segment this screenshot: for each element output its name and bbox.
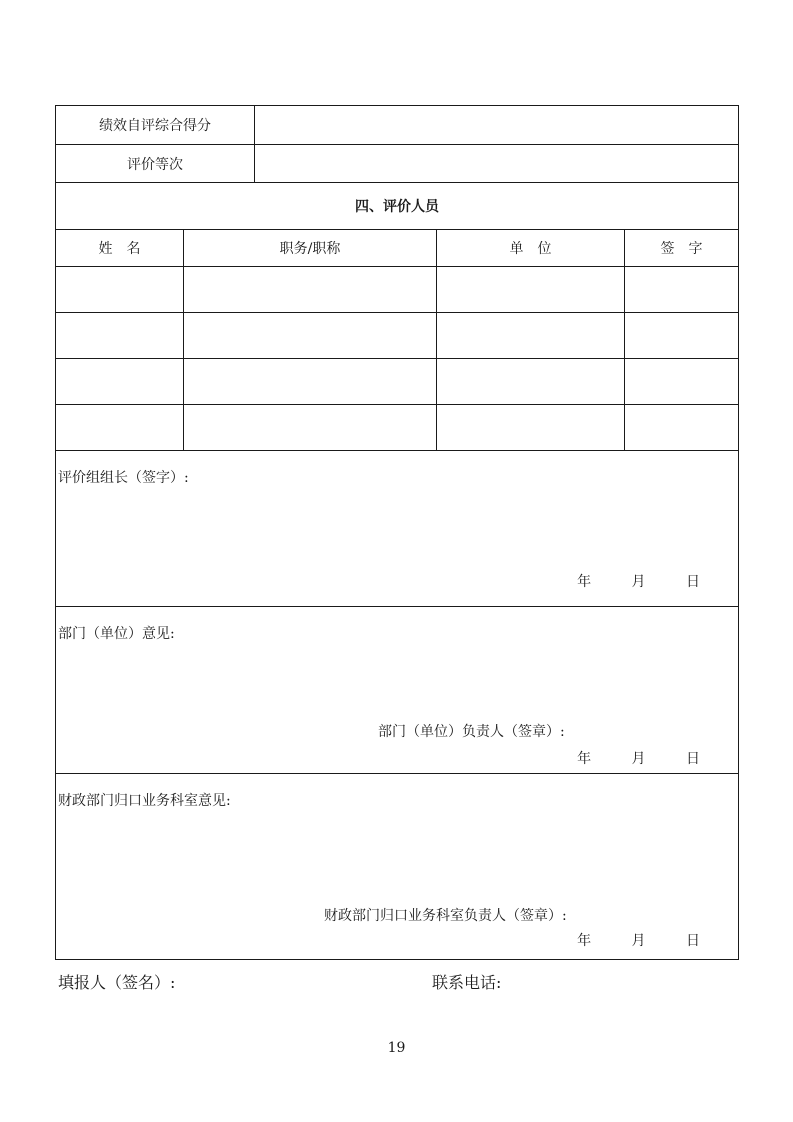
date-month-label: 月	[631, 751, 646, 767]
score-value-field[interactable]	[255, 106, 739, 145]
finance-signer-label: 财政部门归口业务科室负责人（签章）:	[324, 908, 567, 924]
department-opinion-box[interactable]	[56, 607, 739, 774]
leader-signature-box[interactable]	[56, 451, 739, 607]
evaluator-row	[56, 405, 739, 451]
grade-label: 评价等次	[56, 145, 255, 183]
evaluator-position-cell[interactable]	[184, 267, 437, 313]
evaluators-title-row	[56, 183, 739, 230]
leader-signature-label: 评价组组长（签字）:	[58, 470, 189, 486]
date-day-label: 日	[686, 751, 700, 767]
evaluator-organization-cell[interactable]	[437, 405, 625, 451]
leader-date	[577, 571, 700, 591]
evaluator-name-cell[interactable]	[56, 267, 184, 313]
header-position-title: 职务/职称	[184, 230, 437, 267]
evaluator-position-cell[interactable]	[184, 313, 437, 359]
date-month-label: 月	[631, 933, 646, 949]
department-opinion-label: 部门（单位）意见:	[58, 626, 175, 642]
evaluator-position-cell[interactable]	[184, 359, 437, 405]
date-month-label: 月	[631, 574, 646, 590]
department-date	[577, 748, 700, 768]
finance-opinion-label: 财政部门归口业务科室意见:	[58, 793, 231, 809]
filler-signature-label: 填报人（签名）:	[58, 973, 176, 992]
department-box-row	[56, 607, 739, 774]
date-year-label: 年	[577, 751, 592, 767]
contact-phone-label: 联系电话:	[432, 973, 502, 992]
evaluator-row	[56, 359, 739, 405]
grade-value-field[interactable]	[255, 145, 739, 183]
date-year-label: 年	[577, 933, 592, 949]
evaluator-organization-cell[interactable]	[437, 359, 625, 405]
finance-box-row	[56, 774, 739, 960]
score-row	[56, 106, 739, 145]
evaluator-organization-cell[interactable]	[437, 267, 625, 313]
evaluator-name-cell[interactable]	[56, 313, 184, 359]
evaluator-signature-cell[interactable]	[625, 313, 739, 359]
department-signer-label: 部门（单位）负责人（签章）:	[378, 724, 565, 740]
header-signature: 签 字	[625, 230, 739, 267]
evaluator-signature-cell[interactable]	[625, 405, 739, 451]
finance-opinion-box[interactable]	[56, 774, 739, 960]
evaluator-position-cell[interactable]	[184, 405, 437, 451]
evaluators-section-title: 四、评价人员	[56, 183, 739, 230]
grade-row	[56, 145, 739, 183]
evaluator-signature-cell[interactable]	[625, 359, 739, 405]
evaluation-form-table	[55, 105, 739, 960]
evaluators-header-row	[56, 230, 739, 267]
date-day-label: 日	[686, 574, 700, 590]
date-year-label: 年	[577, 574, 592, 590]
score-label: 绩效自评综合得分	[56, 106, 255, 145]
evaluator-signature-cell[interactable]	[625, 267, 739, 313]
evaluator-name-cell[interactable]	[56, 359, 184, 405]
header-organization: 单 位	[437, 230, 625, 267]
date-day-label: 日	[686, 933, 700, 949]
evaluator-organization-cell[interactable]	[437, 313, 625, 359]
leader-box-row	[56, 451, 739, 607]
evaluator-row	[56, 313, 739, 359]
header-name: 姓 名	[56, 230, 184, 267]
evaluator-name-cell[interactable]	[56, 405, 184, 451]
finance-date	[577, 930, 700, 950]
page-number: 19	[387, 1040, 406, 1056]
evaluator-row	[56, 267, 739, 313]
